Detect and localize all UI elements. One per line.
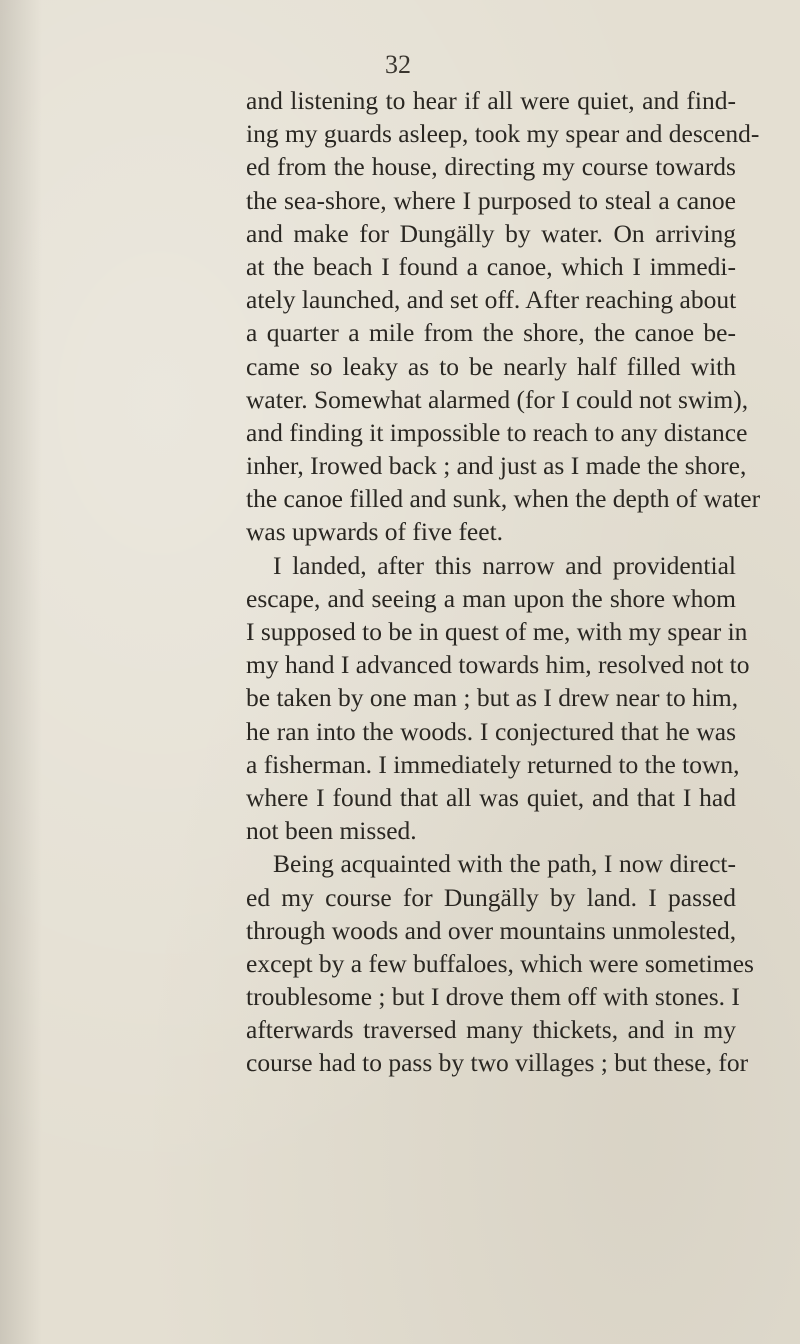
text-line: afterwards traversed many thickets, and in my bbox=[246, 1015, 736, 1045]
body-text bbox=[246, 84, 761, 1080]
text-line: a fisherman. I immediately returned to the town, bbox=[246, 749, 740, 779]
text-line: escape, and seeing a man upon the shore whom bbox=[246, 583, 736, 613]
text-line: troublesome ; but I drove them off with stones. I bbox=[246, 982, 740, 1012]
page-number: 32 bbox=[385, 50, 411, 79]
text-line: and finding it impossible to reach to any distance bbox=[246, 417, 748, 447]
text-line: he ran into the woods. I conjectured that he was bbox=[246, 716, 736, 746]
text-line: ately launched, and set off. After reaching about bbox=[246, 285, 737, 315]
text-line: the canoe filled and sunk, when the depth of water bbox=[246, 484, 761, 514]
text-line: came so leaky as to be nearly half filled with bbox=[246, 351, 736, 381]
text-line: and make for Dungälly by water. On arriving bbox=[246, 218, 736, 248]
text-line: course had to pass by two villages ; but these, for bbox=[246, 1048, 749, 1078]
text-line: ed my course for Dungälly by land. I passed bbox=[246, 882, 736, 912]
text-line: Being acquainted with the path, I now direct- bbox=[273, 849, 736, 879]
text-line: my hand I advanced towards him, resolved not to bbox=[246, 650, 750, 680]
text-line: ing my guards asleep, took my spear and descend- bbox=[246, 119, 760, 149]
text-line: not been missed. bbox=[246, 816, 417, 846]
text-line: the sea-shore, where I purposed to steal a canoe bbox=[246, 185, 736, 215]
text-line: a quarter a mile from the shore, the canoe be- bbox=[246, 318, 736, 348]
text-line: ed from the house, directing my course towards bbox=[246, 152, 736, 182]
text-line: at the beach I found a canoe, which I immedi- bbox=[246, 251, 736, 281]
text-line: was upwards of five feet. bbox=[246, 517, 504, 547]
text-line: except by a few buffaloes, which were sometimes bbox=[246, 948, 754, 978]
text-line: inher, Irowed back ; and just as I made the shore, bbox=[246, 451, 747, 481]
text-line: through woods and over mountains unmolested, bbox=[246, 915, 737, 945]
text-line: and listening to hear if all were quiet, and find- bbox=[246, 86, 736, 115]
text-line: water. Somewhat alarmed (for I could not swim), bbox=[246, 384, 749, 414]
text-line: I supposed to be in quest of me, with my spear in bbox=[246, 617, 748, 646]
text-line: be taken by one man ; but as I drew near to him, bbox=[246, 683, 739, 713]
text-line: I landed, after this narrow and providential bbox=[273, 550, 736, 580]
text-line: where I found that all was quiet, and that I had bbox=[246, 782, 736, 812]
page-gutter-shadow bbox=[0, 0, 42, 1344]
